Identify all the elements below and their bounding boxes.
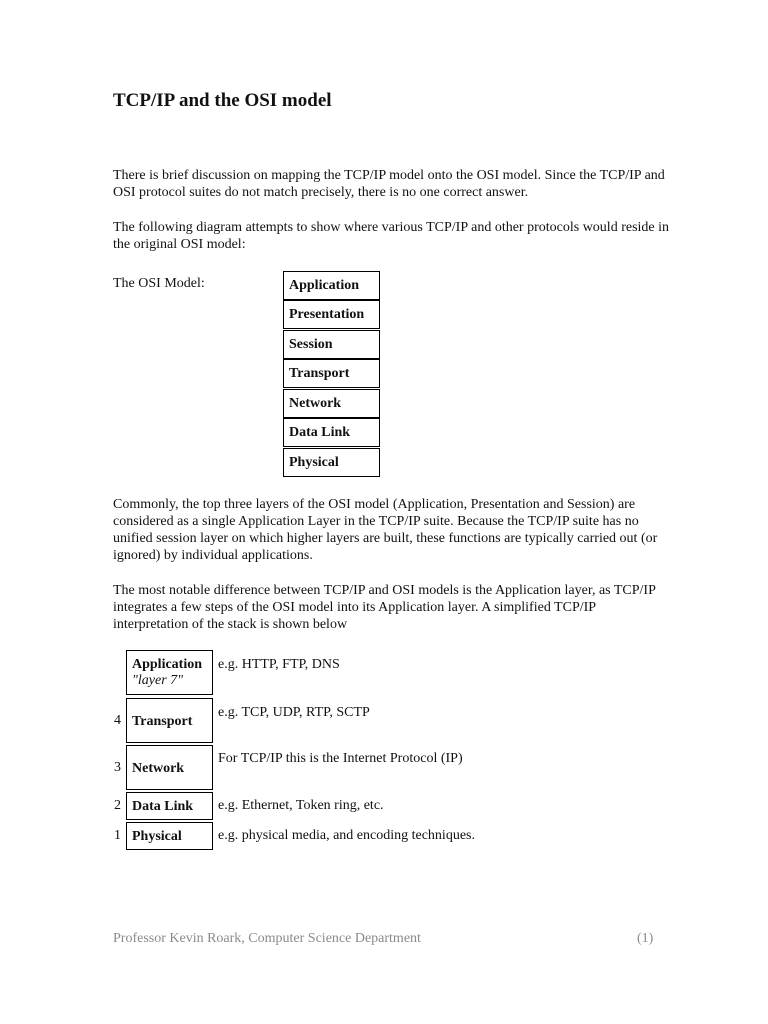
tcpip-layer-desc: e.g. Ethernet, Token ring, etc.	[218, 798, 384, 813]
osi-layer-application: Application	[283, 271, 380, 300]
osi-layer-presentation: Presentation	[283, 300, 380, 329]
tcpip-layer-number: 1	[114, 828, 121, 843]
page-title: TCP/IP and the OSI model	[113, 90, 332, 111]
application-layer-paragraph: Commonly, the top three layers of the OSI model (Application, Presentation and Session) are considered as a single Application Layer in the TCP/IP suite. Because the TCP/IP suite has no unified session layer on which higher layers are built, these functions are typically carried out (or ignored) by individual applications.	[113, 497, 658, 563]
tcpip-layer-network	[126, 745, 213, 790]
tcpip-layer-number: 3	[114, 760, 121, 775]
tcpip-layer-physical	[126, 822, 213, 850]
tcpip-layer-number: 2	[114, 798, 121, 813]
osi-layer-physical: Physical	[283, 448, 380, 477]
intro-paragraph: There is brief discussion on mapping the TCP/IP model onto the OSI model. Since the TCP/IP and OSI protocol suites do not match precisely, there is no one correct answer.	[113, 168, 665, 200]
osi-layer-network: Network	[283, 389, 380, 418]
tcpip-layer-application	[126, 650, 213, 695]
tcpip-layer-name: Transport	[132, 714, 193, 729]
osi-layer-session: Session	[283, 330, 380, 359]
osi-model-label: The OSI Model:	[113, 276, 205, 291]
osi-layer-transport: Transport	[283, 359, 380, 388]
tcpip-layer-transport	[126, 698, 213, 743]
tcpip-layer-desc: e.g. HTTP, FTP, DNS	[218, 657, 340, 672]
diagram-intro-paragraph: The following diagram attempts to show where various TCP/IP and other protocols would reside in the original OSI model:	[113, 220, 670, 252]
tcpip-layer-number: 4	[114, 713, 121, 728]
difference-paragraph: The most notable difference between TCP/IP and OSI models is the Application layer, as TCP/IP integrates a few steps of the OSI model into its Application layer. A simplified TCP/IP interpretation of the stack is shown below	[113, 583, 656, 632]
tcpip-layer-name: Network	[132, 761, 185, 776]
tcpip-layer-desc: For TCP/IP this is the Internet Protocol (IP)	[218, 751, 463, 766]
tcpip-layer-sub: "layer 7"	[132, 673, 184, 688]
tcpip-layer-name: Physical	[132, 829, 182, 844]
footer-page-number: (1)	[637, 931, 654, 946]
tcpip-layer-desc: e.g. physical media, and encoding techniques.	[218, 828, 475, 843]
tcpip-layer-data-link	[126, 792, 213, 820]
tcpip-layer-name: Application	[132, 657, 203, 672]
tcpip-layer-desc: e.g. TCP, UDP, RTP, SCTP	[218, 705, 370, 720]
osi-layer-data-link: Data Link	[283, 418, 380, 447]
footer-author: Professor Kevin Roark, Computer Science Department	[113, 931, 421, 946]
tcpip-layer-name: Data Link	[132, 799, 194, 814]
